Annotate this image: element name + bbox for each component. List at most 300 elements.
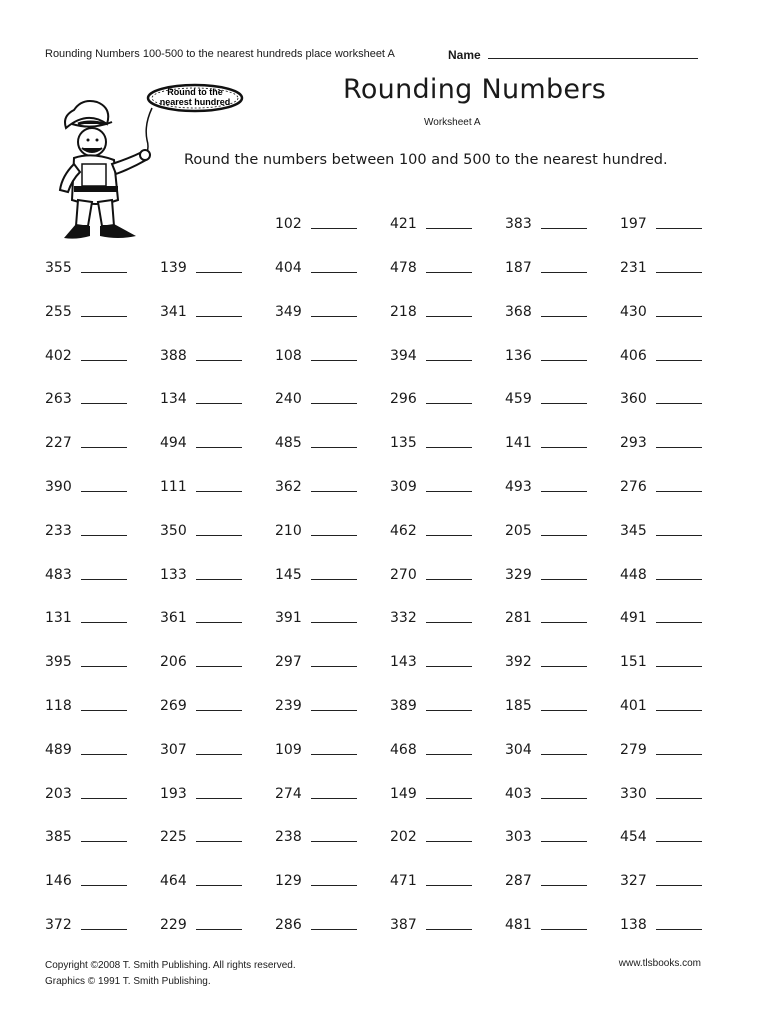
rounding-problem — [620, 565, 702, 583]
problem-number: 403 — [505, 785, 532, 802]
rounding-problem — [275, 784, 357, 802]
rounding-problem — [160, 258, 242, 276]
answer-blank[interactable] — [196, 785, 242, 799]
problem-number: 233 — [45, 522, 72, 539]
rounding-problem — [45, 740, 127, 758]
answer-blank[interactable] — [81, 566, 127, 580]
answer-blank[interactable] — [311, 347, 357, 361]
rounding-problem — [45, 389, 127, 407]
problem-number: 372 — [45, 917, 72, 933]
name-blank-line[interactable] — [488, 47, 698, 59]
cowboy-illustration — [52, 80, 257, 250]
problem-number: 129 — [275, 873, 302, 890]
rounding-problem — [620, 740, 702, 758]
problem-number: 341 — [160, 303, 187, 320]
rounding-problem — [160, 433, 242, 451]
problem-number: 430 — [620, 303, 647, 320]
problem-number: 185 — [505, 698, 532, 714]
answer-blank[interactable] — [196, 609, 242, 623]
answer-blank[interactable] — [196, 434, 242, 448]
problem-number: 389 — [390, 698, 417, 714]
answer-blank[interactable] — [311, 785, 357, 799]
answer-blank[interactable] — [541, 741, 587, 755]
answer-blank[interactable] — [311, 828, 357, 842]
rounding-problem — [45, 258, 127, 276]
rounding-problem — [275, 915, 357, 933]
rounding-problem — [505, 740, 587, 758]
problem-number: 255 — [45, 303, 72, 320]
rounding-problem — [160, 915, 242, 933]
rounding-problem — [275, 871, 357, 889]
rounding-problem — [505, 652, 587, 670]
problem-number: 136 — [505, 347, 532, 364]
answer-blank[interactable] — [656, 522, 702, 536]
answer-blank[interactable] — [81, 609, 127, 623]
problem-number: 392 — [505, 654, 532, 671]
answer-blank[interactable] — [311, 697, 357, 711]
answer-blank[interactable] — [541, 215, 587, 229]
problem-number: 279 — [620, 741, 647, 758]
answer-blank[interactable] — [656, 828, 702, 842]
answer-blank[interactable] — [426, 566, 472, 580]
rounding-problem — [390, 214, 472, 232]
answer-blank[interactable] — [426, 259, 472, 273]
rounding-problem — [160, 521, 242, 539]
answer-blank[interactable] — [656, 434, 702, 448]
answer-blank[interactable] — [426, 347, 472, 361]
problem-number: 187 — [505, 260, 532, 276]
rounding-problem — [275, 696, 357, 714]
rounding-problem — [45, 652, 127, 670]
problem-number: 276 — [620, 479, 647, 495]
lasso-text-line2: nearest hundred — [159, 97, 231, 107]
footer-copyright — [45, 958, 296, 990]
rounding-problem — [160, 389, 242, 407]
problem-number: 135 — [390, 435, 417, 452]
problem-number: 485 — [275, 435, 302, 452]
problem-number: 494 — [160, 435, 187, 452]
problem-number: 227 — [45, 435, 72, 452]
answer-blank[interactable] — [196, 347, 242, 361]
problem-number: 394 — [390, 347, 417, 364]
answer-blank[interactable] — [81, 741, 127, 755]
problem-number: 138 — [620, 917, 647, 933]
answer-blank[interactable] — [656, 653, 702, 667]
rounding-problem — [620, 696, 702, 714]
answer-blank[interactable] — [656, 259, 702, 273]
answer-blank[interactable] — [81, 916, 127, 930]
rounding-problem — [45, 302, 127, 320]
answer-blank[interactable] — [311, 215, 357, 229]
answer-blank[interactable] — [426, 478, 472, 492]
problem-number: 293 — [620, 435, 647, 452]
answer-blank[interactable] — [426, 741, 472, 755]
rounding-problem — [505, 521, 587, 539]
rounding-problem — [505, 915, 587, 933]
worksheet-header-title: Rounding Numbers 100-500 to the nearest hundreds place worksheet A — [45, 48, 395, 60]
rounding-problem — [45, 565, 127, 583]
answer-blank[interactable] — [541, 785, 587, 799]
rounding-problem — [390, 258, 472, 276]
answer-blank[interactable] — [311, 522, 357, 536]
problem-number: 406 — [620, 347, 647, 364]
rounding-problem — [390, 871, 472, 889]
rounding-problem — [390, 302, 472, 320]
problem-number: 481 — [505, 917, 532, 933]
problem-number: 202 — [390, 829, 417, 846]
problem-number: 489 — [45, 741, 72, 758]
rounding-problem — [275, 608, 357, 626]
answer-blank[interactable] — [656, 303, 702, 317]
rounding-problem — [275, 565, 357, 583]
problem-number: 391 — [275, 610, 302, 627]
answer-blank[interactable] — [426, 872, 472, 886]
problem-number: 239 — [275, 698, 302, 714]
answer-blank[interactable] — [656, 916, 702, 930]
answer-blank[interactable] — [311, 609, 357, 623]
rounding-problem — [390, 521, 472, 539]
answer-blank[interactable] — [426, 828, 472, 842]
answer-blank[interactable] — [656, 697, 702, 711]
rounding-problem — [620, 346, 702, 364]
answer-blank[interactable] — [541, 303, 587, 317]
answer-blank[interactable] — [426, 916, 472, 930]
page-title: Rounding Numbers — [343, 74, 607, 105]
problem-number: 464 — [160, 873, 187, 890]
answer-blank[interactable] — [426, 434, 472, 448]
problem-number: 307 — [160, 741, 187, 758]
problem-number: 360 — [620, 391, 647, 408]
rounding-problem — [45, 696, 127, 714]
answer-blank[interactable] — [541, 872, 587, 886]
problem-number: 491 — [620, 610, 647, 627]
rounding-problem — [160, 565, 242, 583]
rounding-problem — [275, 346, 357, 364]
answer-blank[interactable] — [656, 215, 702, 229]
problem-number: 297 — [275, 654, 302, 671]
problem-number: 368 — [505, 303, 532, 320]
problem-number: 421 — [390, 216, 417, 232]
problem-number: 203 — [45, 785, 72, 802]
problem-number: 139 — [160, 260, 187, 276]
rounding-problem — [390, 346, 472, 364]
answer-blank[interactable] — [541, 390, 587, 404]
answer-blank[interactable] — [81, 390, 127, 404]
rounding-problem — [390, 784, 472, 802]
answer-blank[interactable] — [656, 566, 702, 580]
rounding-problem — [620, 433, 702, 451]
problem-number: 459 — [505, 391, 532, 408]
answer-blank[interactable] — [311, 741, 357, 755]
rounding-problem — [275, 302, 357, 320]
rounding-problem — [505, 389, 587, 407]
answer-blank[interactable] — [541, 347, 587, 361]
lasso-text-line1: Round to the — [167, 87, 223, 97]
problem-number: 231 — [620, 260, 647, 276]
problem-number: 390 — [45, 479, 72, 495]
answer-blank[interactable] — [81, 785, 127, 799]
answer-blank[interactable] — [426, 785, 472, 799]
answer-blank[interactable] — [311, 434, 357, 448]
rounding-problem — [390, 608, 472, 626]
rounding-problem — [160, 346, 242, 364]
rounding-problem — [620, 258, 702, 276]
problem-number: 355 — [45, 260, 72, 276]
answer-blank[interactable] — [541, 828, 587, 842]
answer-blank[interactable] — [81, 828, 127, 842]
rounding-problem — [160, 477, 242, 495]
answer-blank[interactable] — [656, 609, 702, 623]
rounding-problem — [45, 608, 127, 626]
problem-number: 350 — [160, 522, 187, 539]
rounding-problem — [505, 565, 587, 583]
problem-number: 402 — [45, 347, 72, 364]
answer-blank[interactable] — [541, 566, 587, 580]
rounding-problem — [390, 433, 472, 451]
problem-number: 454 — [620, 829, 647, 846]
answer-blank[interactable] — [541, 478, 587, 492]
problem-number: 238 — [275, 829, 302, 846]
answer-blank[interactable] — [541, 653, 587, 667]
rounding-problem — [275, 433, 357, 451]
answer-blank[interactable] — [541, 259, 587, 273]
problem-number: 304 — [505, 741, 532, 758]
problem-number: 296 — [390, 391, 417, 408]
problem-number: 108 — [275, 347, 302, 364]
rounding-problem — [505, 346, 587, 364]
problem-number: 303 — [505, 829, 532, 846]
answer-blank[interactable] — [541, 916, 587, 930]
rounding-problem — [390, 389, 472, 407]
problem-number: 448 — [620, 566, 647, 583]
rounding-problem — [390, 477, 472, 495]
problem-number: 263 — [45, 391, 72, 408]
rounding-problem — [620, 521, 702, 539]
problem-number: 493 — [505, 479, 532, 495]
rounding-problem — [160, 827, 242, 845]
answer-blank[interactable] — [81, 653, 127, 667]
rounding-problem — [620, 608, 702, 626]
answer-blank[interactable] — [541, 434, 587, 448]
answer-blank[interactable] — [426, 303, 472, 317]
answer-blank[interactable] — [196, 828, 242, 842]
answer-blank[interactable] — [541, 697, 587, 711]
rounding-problem — [620, 214, 702, 232]
rounding-problem — [505, 433, 587, 451]
rounding-problem — [275, 652, 357, 670]
rounding-problem — [390, 696, 472, 714]
answer-blank[interactable] — [196, 303, 242, 317]
rounding-problem — [160, 871, 242, 889]
rounding-problem — [390, 565, 472, 583]
problem-number: 210 — [275, 522, 302, 539]
rounding-problem — [275, 827, 357, 845]
rounding-problem — [275, 214, 357, 232]
problem-number: 205 — [505, 522, 532, 539]
answer-blank[interactable] — [196, 741, 242, 755]
rounding-problem — [620, 915, 702, 933]
problem-number: 329 — [505, 566, 532, 583]
rounding-problem — [390, 915, 472, 933]
answer-blank[interactable] — [426, 653, 472, 667]
problem-number: 141 — [505, 435, 532, 452]
answer-blank[interactable] — [196, 566, 242, 580]
answer-blank[interactable] — [426, 609, 472, 623]
rounding-problem — [275, 521, 357, 539]
problem-number: 229 — [160, 917, 187, 933]
problem-number: 281 — [505, 610, 532, 627]
rounding-problem — [275, 477, 357, 495]
problem-number: 383 — [505, 216, 532, 232]
problem-number: 218 — [390, 303, 417, 320]
problem-number: 111 — [160, 479, 187, 495]
problem-number: 361 — [160, 610, 187, 627]
rounding-problem — [275, 389, 357, 407]
answer-blank[interactable] — [656, 347, 702, 361]
rounding-problem — [390, 652, 472, 670]
answer-blank[interactable] — [196, 390, 242, 404]
answer-blank[interactable] — [196, 522, 242, 536]
rounding-problem — [45, 521, 127, 539]
rounding-problem — [505, 214, 587, 232]
rounding-problem — [505, 784, 587, 802]
answer-blank[interactable] — [656, 872, 702, 886]
answer-blank[interactable] — [81, 522, 127, 536]
problem-number: 471 — [390, 873, 417, 890]
problem-number: 133 — [160, 566, 187, 583]
rounding-problem — [505, 302, 587, 320]
rounding-problem — [45, 784, 127, 802]
rounding-problem — [45, 433, 127, 451]
rounding-problem — [505, 608, 587, 626]
problem-number: 270 — [390, 566, 417, 583]
answer-blank[interactable] — [196, 872, 242, 886]
rounding-problem — [620, 827, 702, 845]
rounding-problem — [505, 696, 587, 714]
answer-blank[interactable] — [196, 259, 242, 273]
problem-number: 309 — [390, 479, 417, 495]
rounding-problem — [160, 740, 242, 758]
rounding-problem — [160, 784, 242, 802]
answer-blank[interactable] — [196, 478, 242, 492]
rounding-problem — [620, 477, 702, 495]
answer-blank[interactable] — [196, 697, 242, 711]
answer-blank[interactable] — [656, 785, 702, 799]
rounding-problem — [160, 608, 242, 626]
problem-number: 193 — [160, 785, 187, 802]
answer-blank[interactable] — [426, 215, 472, 229]
answer-blank[interactable] — [311, 303, 357, 317]
rounding-problem — [160, 696, 242, 714]
answer-blank[interactable] — [81, 347, 127, 361]
answer-blank[interactable] — [656, 478, 702, 492]
rounding-problem — [160, 652, 242, 670]
problem-number: 401 — [620, 698, 647, 714]
copyright-text: Copyright ©2008 T. Smith Publishing. All rights reserved. — [45, 960, 296, 971]
footer-website: www.tlsbooks.com — [618, 958, 701, 969]
rounding-problem — [160, 302, 242, 320]
problem-number: 388 — [160, 347, 187, 364]
problem-number: 462 — [390, 522, 417, 539]
problem-number: 269 — [160, 698, 187, 714]
rounding-problem — [505, 871, 587, 889]
rounding-problem — [45, 827, 127, 845]
answer-blank[interactable] — [81, 478, 127, 492]
answer-blank[interactable] — [541, 522, 587, 536]
answer-blank[interactable] — [81, 434, 127, 448]
problem-number: 404 — [275, 260, 302, 276]
answer-blank[interactable] — [426, 522, 472, 536]
problem-number: 478 — [390, 260, 417, 276]
rounding-problem — [620, 784, 702, 802]
name-field[interactable] — [448, 47, 698, 62]
page-subtitle: Worksheet A — [424, 117, 481, 128]
problem-number: 225 — [160, 829, 187, 846]
problem-number: 345 — [620, 522, 647, 539]
problem-number: 395 — [45, 654, 72, 671]
instructions-text: Round the numbers between 100 and 500 to the nearest hundred. — [184, 152, 668, 168]
problem-number: 327 — [620, 873, 647, 890]
rounding-problem — [390, 827, 472, 845]
answer-blank[interactable] — [426, 697, 472, 711]
answer-blank[interactable] — [311, 566, 357, 580]
answer-blank[interactable] — [81, 697, 127, 711]
answer-blank[interactable] — [196, 916, 242, 930]
problem-number: 286 — [275, 917, 302, 933]
answer-blank[interactable] — [656, 741, 702, 755]
problem-number: 102 — [275, 216, 302, 232]
rounding-problem — [505, 477, 587, 495]
answer-blank[interactable] — [311, 478, 357, 492]
problem-number: 468 — [390, 741, 417, 758]
answer-blank[interactable] — [311, 653, 357, 667]
answer-blank[interactable] — [196, 653, 242, 667]
rounding-problem — [45, 871, 127, 889]
rounding-problem — [620, 389, 702, 407]
rounding-problem — [45, 915, 127, 933]
problem-number: 362 — [275, 479, 302, 495]
answer-blank[interactable] — [311, 916, 357, 930]
problem-number: 131 — [45, 610, 72, 627]
problem-number: 332 — [390, 610, 417, 627]
problem-number: 197 — [620, 216, 647, 232]
rounding-problem — [275, 258, 357, 276]
problem-number: 151 — [620, 654, 647, 671]
problem-number: 274 — [275, 785, 302, 802]
problem-number: 349 — [275, 303, 302, 320]
problem-number: 483 — [45, 566, 72, 583]
problem-number: 109 — [275, 741, 302, 758]
problem-number: 206 — [160, 654, 187, 671]
rounding-problem — [45, 477, 127, 495]
answer-blank[interactable] — [311, 390, 357, 404]
rounding-problem — [620, 871, 702, 889]
answer-blank[interactable] — [81, 872, 127, 886]
answer-blank[interactable] — [426, 390, 472, 404]
problem-number: 146 — [45, 873, 72, 890]
rounding-problem — [505, 827, 587, 845]
answer-blank[interactable] — [311, 259, 357, 273]
problem-number: 330 — [620, 785, 647, 802]
answer-blank[interactable] — [81, 303, 127, 317]
rounding-problem — [505, 258, 587, 276]
answer-blank[interactable] — [656, 390, 702, 404]
rounding-problem — [275, 740, 357, 758]
answer-blank[interactable] — [541, 609, 587, 623]
answer-blank[interactable] — [81, 259, 127, 273]
problem-number: 134 — [160, 391, 187, 408]
answer-blank[interactable] — [311, 872, 357, 886]
